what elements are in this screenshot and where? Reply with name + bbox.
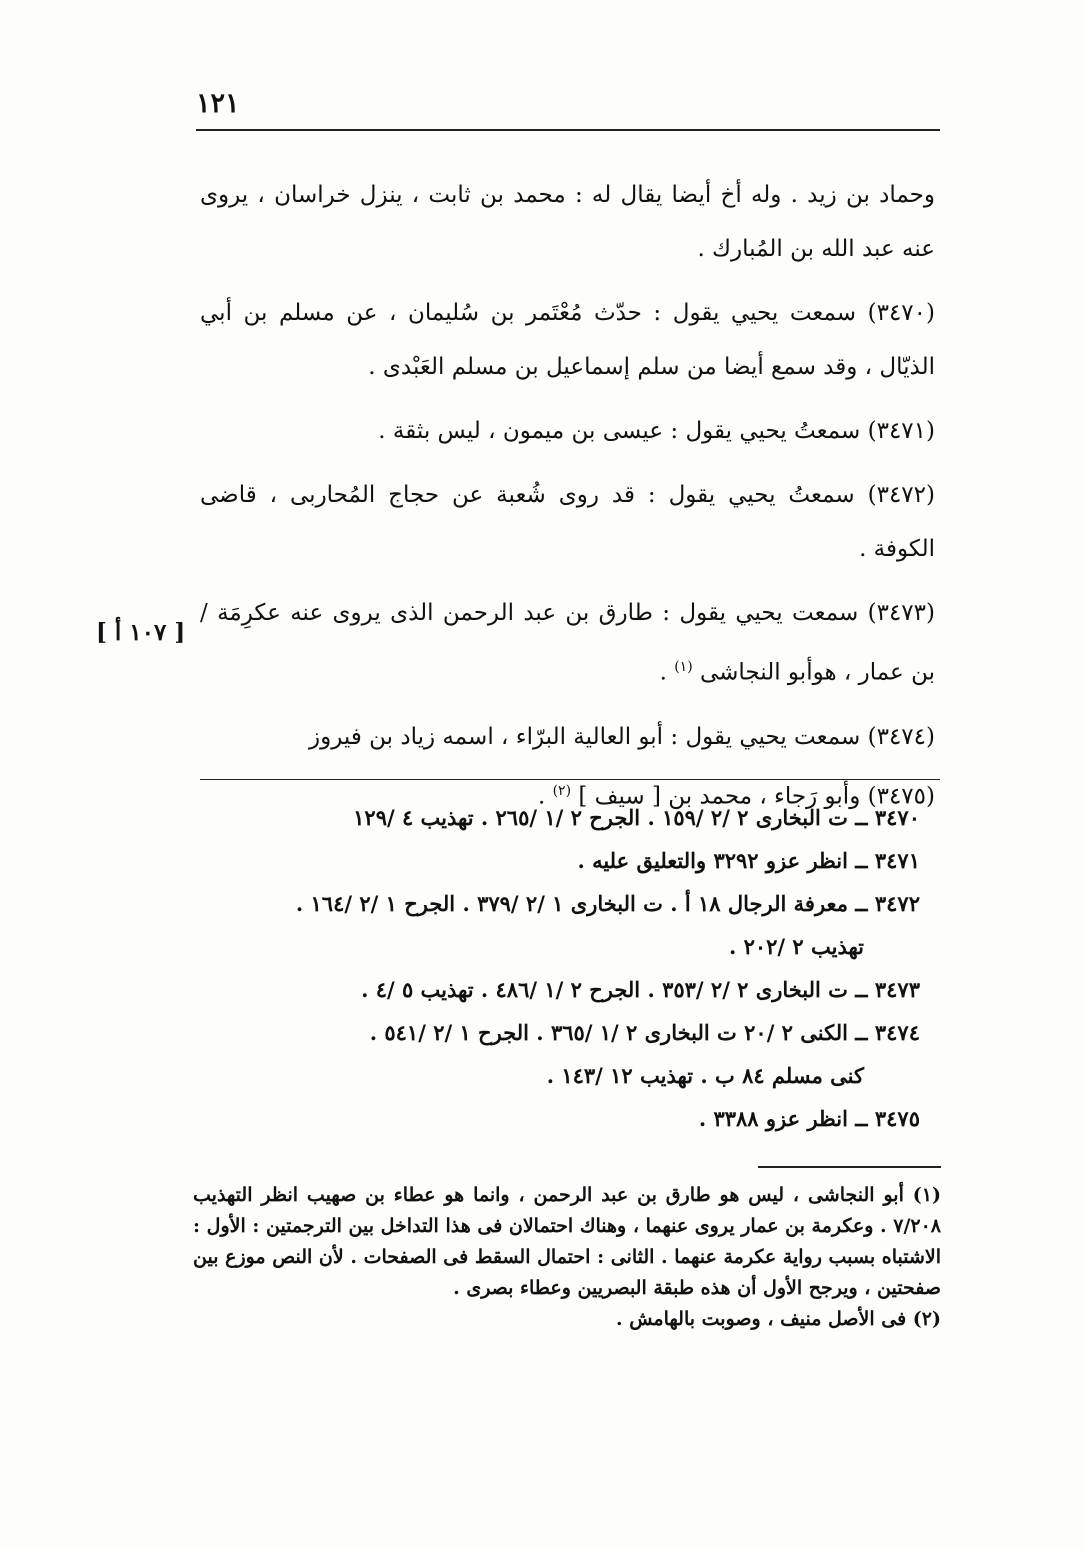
ref-3474: ٣٤٧٤ ــ الكنى ٢ /٢٠ ت البخارى ٢ /١ /٣٦٥ . الجرح ١ /٢ /٥٤١ .: [369, 1020, 920, 1045]
ref-3475: ٣٤٧٥ ــ انظر عزو ٣٣٨٨ .: [698, 1106, 920, 1131]
footnote-2: (٢) فى الأصل منيف ، وصوبت بالهامش .: [615, 1308, 941, 1330]
entry-3473-text: (٣٤٧٣) سمعت يحيي يقول : طارق بن عبد الرحمن الذى يروى عنه عكرِمَة / بن عمار ، هوأبو النجاشى: [200, 600, 935, 686]
ref-3473: ٣٤٧٣ ــ ت البخارى ٢ /٢ /٣٥٣ . الجرح ٢ /١ /٤٨٦ . تهذيب ٥ /٤ .: [361, 977, 920, 1002]
entry-3472: (٣٤٧٢) سمعتُ يحيي يقول : قد روى شُعبة عن حجاج المُحاربى ، قاضى الكوفة .: [200, 482, 935, 562]
entry-3474: (٣٤٧٤) سمعت يحيي يقول : أبو العالية البرّاء ، اسمه زياد بن فيروز: [308, 723, 935, 750]
footnotes-section: [193, 1180, 941, 1335]
entry-3475-end: .: [537, 783, 546, 810]
entry-3475-text: (٣٤٧٥) وأبو رَجاء ، محمد بن [ سيف ]: [578, 783, 935, 810]
ref-3472-cont: تهذيب ٢ /٢٠٢ .: [728, 934, 864, 959]
ref-3471: ٣٤٧١ ــ انظر عزو ٣٢٩٢ والتعليق عليه .: [577, 848, 920, 873]
footnote-rule: [758, 1166, 941, 1168]
references-rule: [200, 779, 940, 780]
footnote-marker-1: (١): [674, 659, 693, 675]
references-section: [200, 796, 920, 1140]
entry-3473-end: .: [659, 659, 667, 686]
main-text: [200, 168, 935, 833]
page-number: ١٢١: [196, 88, 240, 119]
paragraph-intro: وحماد بن زيد . وله أخ أيضا يقال له : محمد بن ثابت ، ينزل خراسان ، يروى عنه عبد الله بن المُبارك .: [200, 182, 935, 262]
ref-3470: ٣٤٧٠ ــ ت البخارى ٢ /٢ /١٥٩ . الجرح ٢ /١ /٢٦٥ . تهذيب ٤ /١٢٩: [353, 805, 920, 830]
entry-3473: [200, 586, 935, 700]
ref-3472: ٣٤٧٢ ــ معرفة الرجال ١٨ أ . ت البخارى ١ /٢ /٣٧٩ . الجرح ١ /٢ /١٦٤ .: [295, 891, 920, 916]
footnote-marker-2: (٢): [552, 782, 572, 799]
ref-3474-cont: كنى مسلم ٨٤ ب . تهذيب ١٢ /١٤٣ .: [546, 1063, 864, 1088]
entry-3471: (٣٤٧١) سمعتُ يحيي يقول : عيسى بن ميمون ، ليس بثقة .: [378, 418, 935, 444]
footnote-1: (١) أبو النجاشى ، ليس هو طارق بن عبد الرحمن ، وانما هو عطاء بن صهيب انظر التهذيب ٧/٢٠٨ . وعكرمة بن عمار يروى عنهما ، وهناك احتمالان فى هذا التداخل بين الترجمتين : الأول : الاشتباه بسبب رواية عكرمة عنهما . الثانى : احتمال السقط فى الصفحات . لأن النص موزع بين صفحتين ، ويرجح الأول أن هذه طبقة البصريين وعطاء بصرى .: [193, 1184, 941, 1299]
entry-3470: (٣٤٧٠) سمعت يحيي يقول : حدّث مُعْتَمر بن سُليمان ، عن مسلم بن أبي الذيّال ، وقد سمع أيضا من سلم إسماعيل بن مسلم العَبْدى .: [200, 300, 935, 380]
header-rule: [196, 129, 940, 131]
margin-folio-note: [ ١٠٧ أ ]: [96, 619, 186, 646]
